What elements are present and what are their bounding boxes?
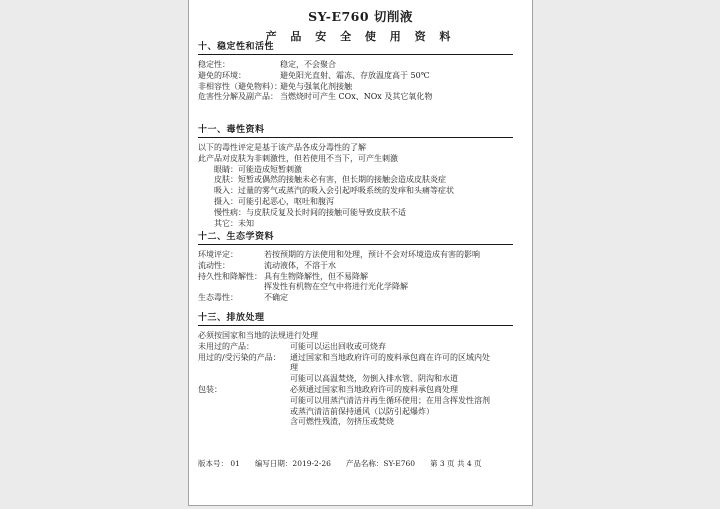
field-value-line: 通过国家和当地政府许可的废料承包商在许可的区域内处理	[290, 352, 490, 373]
footer-product-name: 产品名称：SY-E760	[345, 459, 416, 468]
field-value-line: 可能可以高温焚烧，勿倒入排水管、阴沟和水道	[290, 374, 458, 384]
footer-date: 编写日期：2019-2-26	[254, 459, 331, 468]
toxicity-item: 其它：未知	[214, 218, 254, 228]
field-row	[198, 353, 525, 385]
field-label: 危害性分解及副产品：	[198, 92, 278, 102]
document-page	[188, 0, 533, 506]
section-disposal-body	[198, 331, 525, 428]
field-row	[198, 60, 525, 71]
footer-version: 版本号： 01	[198, 459, 240, 468]
field-row	[198, 385, 525, 428]
toxicity-item: 吸入：过量的雾气或蒸汽的吸入会引起呼吸系统的发痒和头痛等症状	[214, 186, 454, 196]
field-row	[198, 342, 525, 353]
field-label: 包装：	[198, 384, 222, 394]
toxicity-item: 摄入：可能引起恶心，呕吐和腹泻	[214, 196, 334, 206]
field-value: 若按预期的方法使用和处理，预计不会对环境造成有害的影响	[264, 250, 480, 259]
document-title: SY-E760 切削液	[308, 9, 413, 24]
toxicity-item: 皮肤：短暂或偶然的接触未必有害，但长期的接触会造成皮肤炎症	[214, 175, 446, 185]
field-value-line: 必须通过国家和当地政府许可的废料承包商处理	[290, 384, 458, 394]
field-label: 未用过的产品：	[198, 341, 254, 351]
field-value-line: 可能可以用蒸汽清洁并再生循环使用；在用含挥发性溶剂或蒸汽清洁前保持通风（以防引起爆炸）	[290, 395, 490, 416]
section-disposal	[198, 310, 525, 428]
section-stability-heading: 十、稳定性和活性	[198, 39, 513, 55]
field-row	[198, 92, 525, 103]
section-toxicity-body	[198, 143, 525, 229]
section-toxicity-heading: 十一、毒性资料	[198, 122, 513, 138]
field-value-line: 含可燃性残渣，勿挤压或焚烧	[290, 417, 394, 427]
field-value	[290, 385, 490, 428]
field-row	[198, 82, 525, 93]
toxicity-intro-line: 此产品对皮肤为非刺激性，但若使用不当下，可产生刺激	[198, 153, 398, 163]
field-label: 持久性和降解性：	[198, 271, 262, 281]
section-disposal-heading: 十三、排放处理	[198, 310, 513, 326]
field-label: 用过的/受污染的产品：	[198, 352, 281, 362]
document-subtitle: 产 品 安 全 使 用 资 料	[265, 30, 456, 43]
field-value: 避免与强氧化剂接触	[280, 81, 352, 91]
section-ecology	[198, 229, 525, 304]
document-footer	[198, 458, 481, 469]
field-value: 稳定，不会聚合	[280, 60, 336, 69]
section-ecology-rows	[198, 250, 525, 304]
field-label: 环境评定：	[198, 250, 238, 259]
toxicity-item: 慢性病：与皮肤反复及长时间的接触可能导致皮肤不适	[214, 207, 406, 217]
field-label: 生态毒性：	[198, 293, 238, 303]
field-value: 当燃烧时可产生 COx、NOx 及其它氧化物	[280, 92, 433, 102]
section-ecology-heading: 十二、生态学资料	[198, 229, 513, 245]
toxicity-item: 眼睛：可能造成短暂刺激	[214, 164, 302, 174]
footer-page-number: 第 3 页 共 4 页	[430, 459, 482, 468]
field-row	[198, 250, 525, 261]
field-row	[198, 71, 525, 82]
field-value	[290, 342, 490, 353]
field-value: 不确定	[264, 293, 288, 303]
field-value: 避免阳光直射、霜冻、存放温度高于 50℃	[280, 70, 430, 80]
field-row	[198, 272, 525, 294]
section-stability	[198, 39, 525, 103]
field-value: 流动液体，不溶于水	[264, 260, 336, 270]
field-label: 流动性：	[198, 260, 230, 270]
field-label: 避免的环境：	[198, 70, 246, 80]
section-toxicity	[198, 122, 525, 229]
field-label: 稳定性：	[198, 60, 230, 69]
disposal-intro-line: 必须按国家和当地的法规进行处理	[198, 331, 318, 340]
section-stability-rows	[198, 60, 525, 103]
field-row	[198, 261, 525, 272]
field-value	[264, 272, 525, 294]
field-value-line: 具有生物降解性，但不易降解	[264, 271, 368, 281]
field-value-line: 挥发性有机物在空气中将进行光化学降解	[264, 282, 408, 292]
toxicity-intro-line: 以下的毒性评定是基于该产品各成分毒性的了解	[198, 143, 366, 152]
field-value-line: 可能可以运出回收或可烧弃	[290, 341, 386, 351]
field-row	[198, 293, 525, 304]
field-label: 非相容性（避免物料）：	[198, 81, 282, 91]
field-value	[290, 353, 490, 385]
